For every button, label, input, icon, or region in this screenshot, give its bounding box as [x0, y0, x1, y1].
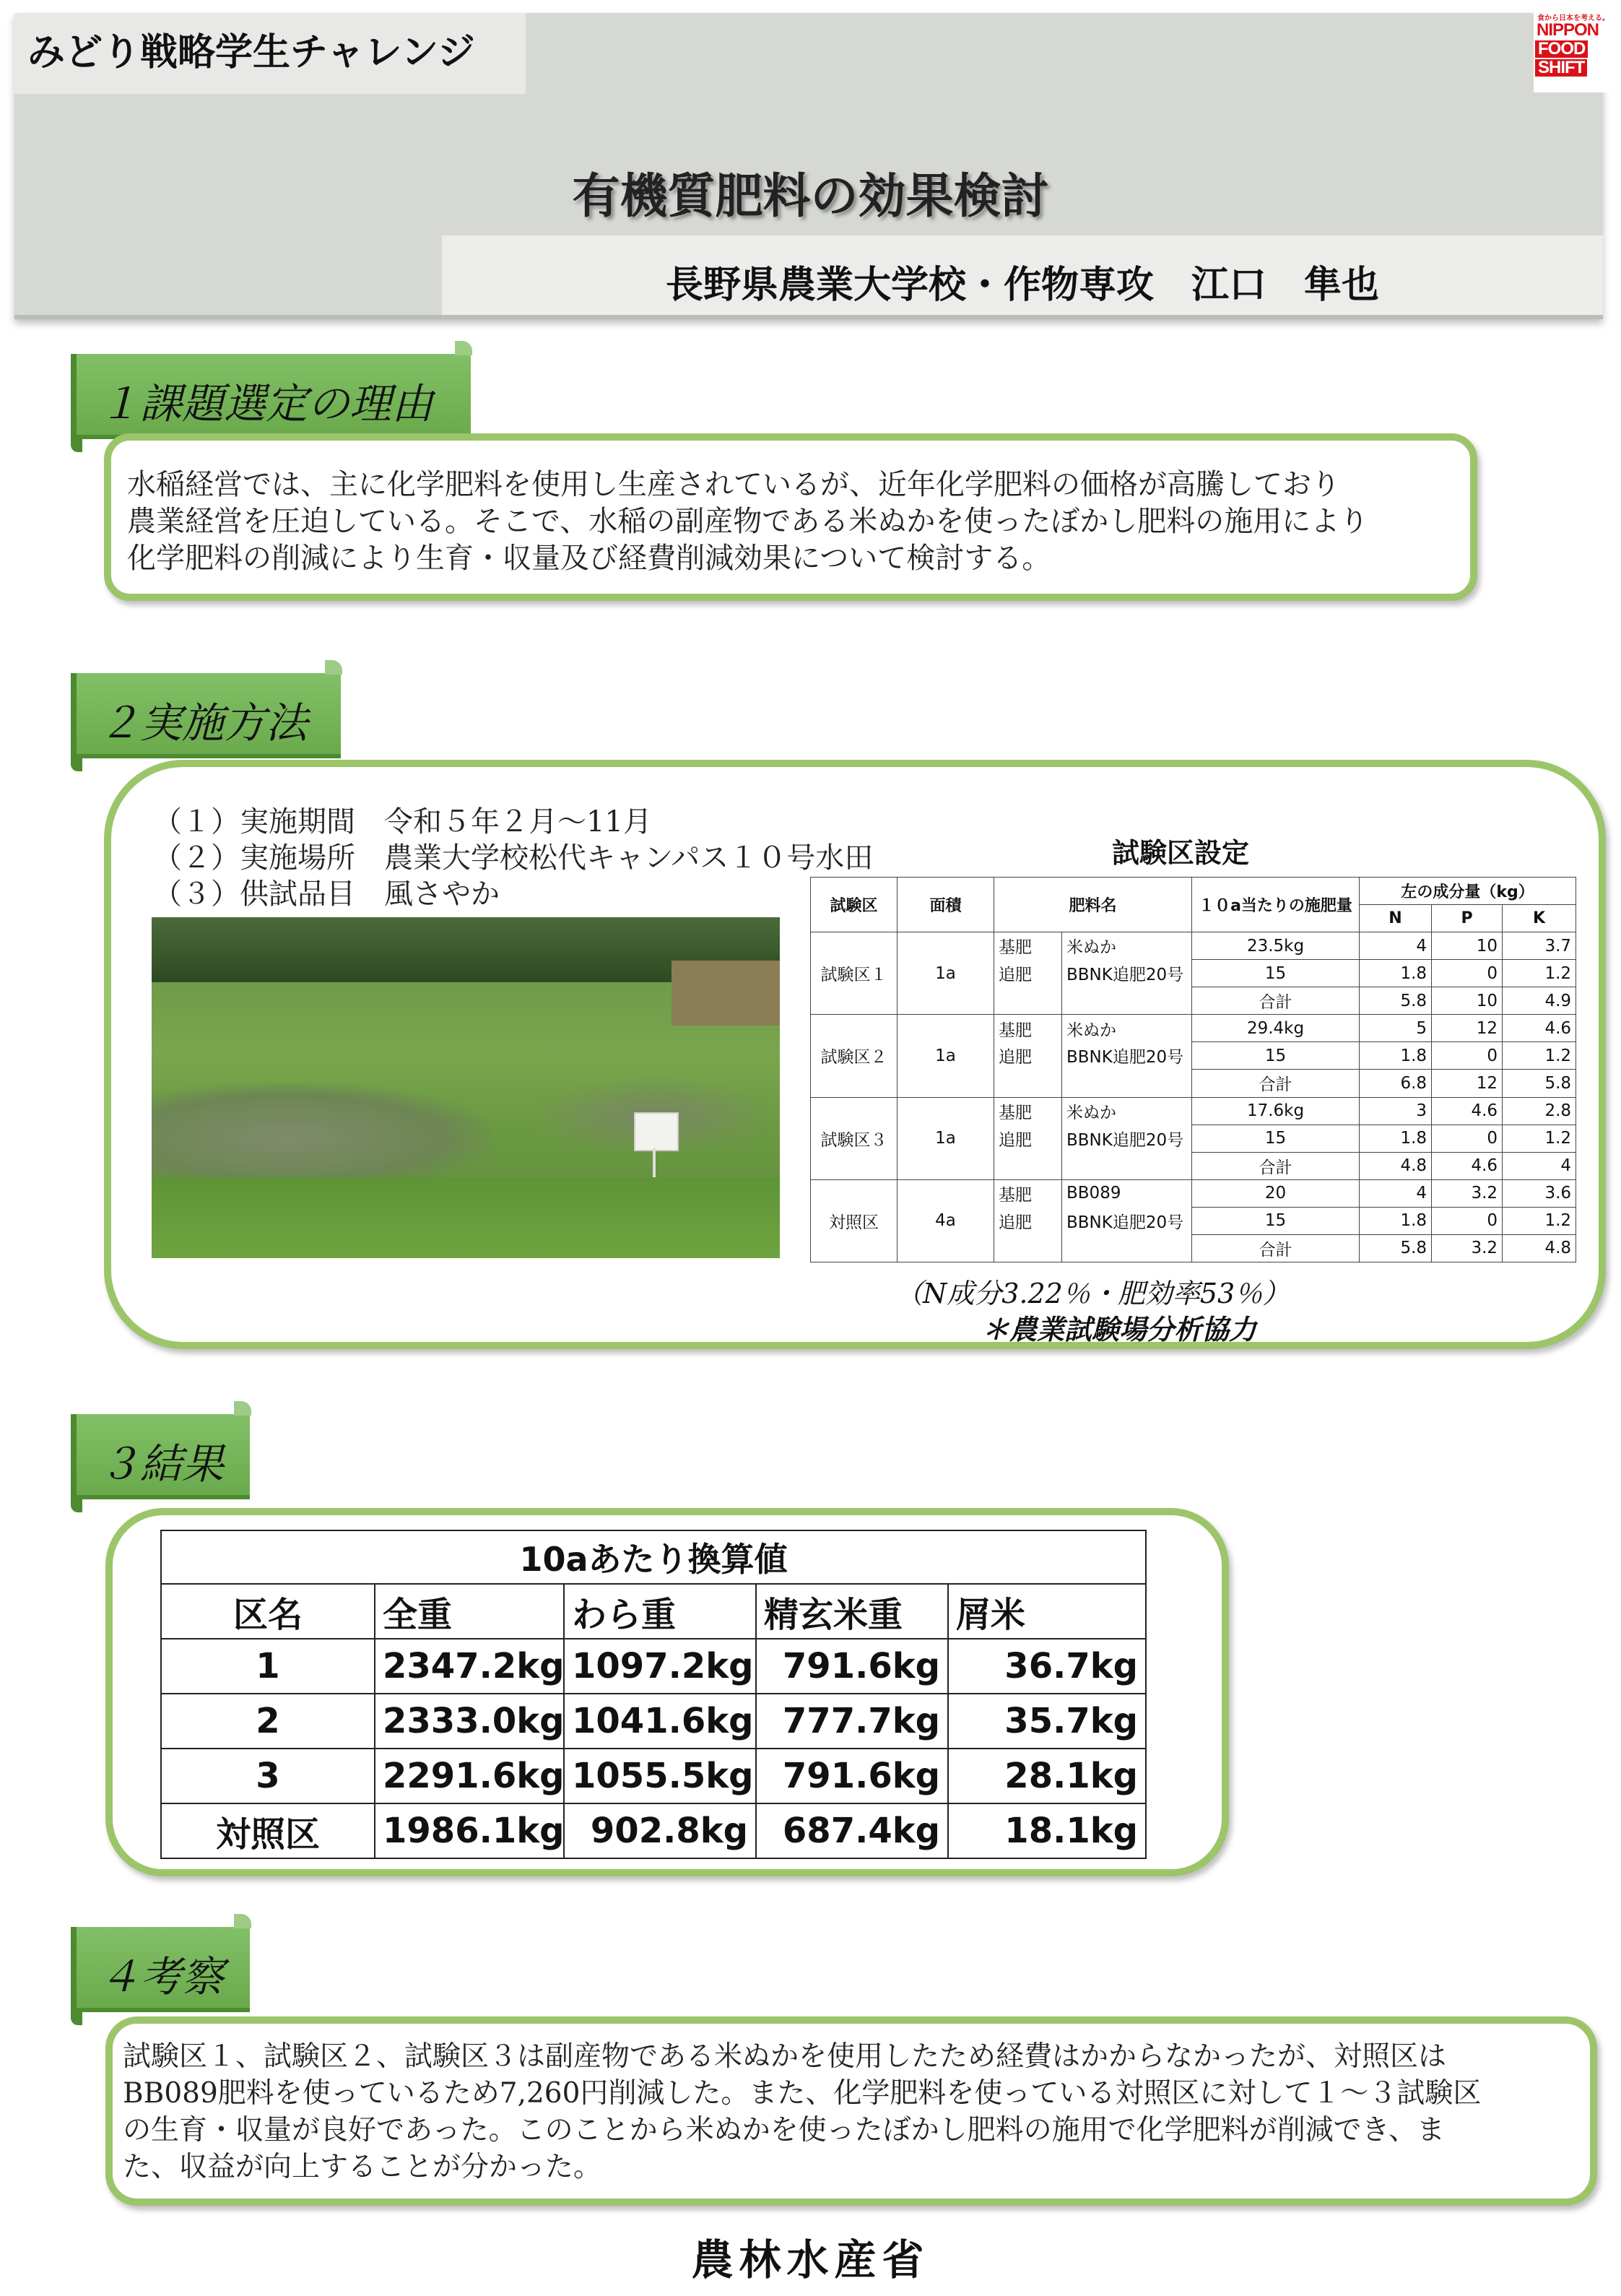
setup-fert-name	[1062, 987, 1192, 1015]
setup-fert-name	[1062, 1152, 1192, 1179]
setup-total-label: 合計	[1192, 1234, 1360, 1262]
setup-k: 5.8	[1503, 1070, 1576, 1097]
setup-amount: 15	[1192, 1207, 1360, 1234]
setup-n: 1.8	[1360, 1207, 1432, 1234]
setup-type	[994, 987, 1062, 1015]
setup-n: 5.8	[1360, 987, 1432, 1015]
photo-water	[152, 1083, 491, 1192]
section-4-line: た、収益が向上することが分かった。	[123, 2151, 602, 2183]
setup-area: 1a	[898, 932, 994, 1015]
photo-sign-post	[653, 1148, 656, 1177]
results-plot: 3	[161, 1749, 375, 1803]
section-4-line: 試験区１、試験区２、試験区３は副産物である米ぬかを使用したため経費はかからなかったが、対照区は	[123, 2040, 1447, 2073]
setup-row	[811, 1179, 1576, 1207]
setup-n: 3	[1360, 1097, 1432, 1125]
setup-k: 4.8	[1503, 1234, 1576, 1262]
setup-n: 4	[1360, 932, 1432, 960]
photo-sign-board	[634, 1112, 679, 1151]
section-1-line: 農業経営を圧迫している。そこで、水稲の副産物である米ぬかを使ったぼかし肥料の施用により	[127, 505, 1369, 538]
setup-note-nitrogen: （N成分3.22％・肥効率53％）	[895, 1278, 1290, 1309]
results-straw: 1097.2kg	[564, 1639, 756, 1694]
results-broken-rice: 18.1kg	[948, 1803, 1146, 1858]
results-brown-rice: 777.7kg	[756, 1694, 948, 1749]
section-1-line: 化学肥料の削減により生育・収量及び経費削減効果について検討する。	[127, 542, 1051, 575]
setup-plot: 試験区１	[811, 932, 898, 1015]
results-total: 2347.2kg	[375, 1639, 564, 1694]
setup-fert-name: BBNK追肥20号	[1062, 1207, 1192, 1234]
setup-type	[994, 1070, 1062, 1097]
setup-type: 基肥	[994, 932, 1062, 960]
setup-amount: 15	[1192, 1042, 1360, 1070]
setup-k: 1.2	[1503, 1042, 1576, 1070]
setup-p: 12	[1432, 1070, 1503, 1097]
setup-p: 4.6	[1432, 1097, 1503, 1125]
results-caption: 10aあたり換算値	[161, 1530, 1146, 1584]
results-brown-rice: 687.4kg	[756, 1803, 948, 1858]
setup-p: 0	[1432, 1042, 1503, 1070]
setup-p: 10	[1432, 932, 1503, 960]
setup-plot: 試験区３	[811, 1097, 898, 1179]
setup-type: 追肥	[994, 1125, 1062, 1152]
setup-k: 4.6	[1503, 1015, 1576, 1042]
results-plot: 1	[161, 1639, 375, 1694]
setup-fert-name: 米ぬか	[1062, 932, 1192, 960]
setup-type	[994, 1234, 1062, 1262]
results-header-plot: 区名	[161, 1584, 375, 1639]
results-total: 1986.1kg	[375, 1803, 564, 1858]
section-4-ribbon	[71, 1927, 250, 2012]
setup-p: 4.6	[1432, 1152, 1503, 1179]
section-1-ribbon	[71, 354, 471, 439]
results-header-broken-rice: 屑米	[948, 1584, 1146, 1639]
setup-k: 1.2	[1503, 960, 1576, 987]
setup-type: 基肥	[994, 1015, 1062, 1042]
setup-n: 6.8	[1360, 1070, 1432, 1097]
setup-k: 4	[1503, 1152, 1576, 1179]
results-total: 2333.0kg	[375, 1694, 564, 1749]
setup-header-n: N	[1360, 905, 1432, 932]
setup-total-label: 合計	[1192, 987, 1360, 1015]
photo-grass	[152, 1177, 780, 1258]
results-row	[161, 1694, 1146, 1749]
setup-fert-name: BBNK追肥20号	[1062, 1125, 1192, 1152]
results-straw: 902.8kg	[564, 1803, 756, 1858]
setup-total-label: 合計	[1192, 1152, 1360, 1179]
setup-fert-name: BB089	[1062, 1179, 1192, 1207]
setup-n: 4.8	[1360, 1152, 1432, 1179]
setup-k: 3.6	[1503, 1179, 1576, 1207]
setup-header-k: K	[1503, 905, 1576, 932]
setup-plot: 対照区	[811, 1179, 898, 1262]
logo-line-2: FOOD	[1535, 40, 1588, 58]
results-row	[161, 1749, 1146, 1803]
setup-area: 4a	[898, 1179, 994, 1262]
brand-label: みどり戦略学生チャレンジ	[27, 31, 475, 74]
setup-n: 1.8	[1360, 1042, 1432, 1070]
setup-n: 5.8	[1360, 1234, 1432, 1262]
method-item-location: （２）実施場所 農業大学校松代キャンパス１０号水田	[153, 841, 874, 875]
setup-row	[811, 1097, 1576, 1125]
section-4-line: の生育・収量が良好であった。このことから米ぬかを使ったぼかし肥料の施用で化学肥料が削減でき、ま	[123, 2114, 1446, 2146]
setup-header-area: 面積	[898, 878, 994, 932]
section-3-heading: ３結果	[98, 1439, 225, 1489]
results-header-row	[161, 1584, 1146, 1639]
section-1-heading: １課題選定の理由	[98, 379, 434, 428]
setup-fert-name: 米ぬか	[1062, 1015, 1192, 1042]
setup-amount: 15	[1192, 1125, 1360, 1152]
setup-area: 1a	[898, 1015, 994, 1097]
results-straw: 1055.5kg	[564, 1749, 756, 1803]
setup-p: 3.2	[1432, 1234, 1503, 1262]
results-total: 2291.6kg	[375, 1749, 564, 1803]
results-broken-rice: 36.7kg	[948, 1639, 1146, 1694]
setup-table	[810, 877, 1576, 1262]
results-plot: 2	[161, 1694, 375, 1749]
setup-k: 1.2	[1503, 1125, 1576, 1152]
setup-header-row	[811, 878, 1576, 905]
setup-p: 12	[1432, 1015, 1503, 1042]
setup-header-amount: １０a当たりの施肥量	[1192, 878, 1360, 932]
section-2-heading: ２実施方法	[98, 698, 308, 748]
logo-line-1: NIPPON	[1537, 20, 1599, 40]
setup-k: 4.9	[1503, 987, 1576, 1015]
setup-n: 4	[1360, 1179, 1432, 1207]
setup-p: 0	[1432, 1125, 1503, 1152]
setup-row	[811, 1015, 1576, 1042]
setup-type: 基肥	[994, 1097, 1062, 1125]
setup-type: 追肥	[994, 1207, 1062, 1234]
results-row	[161, 1639, 1146, 1694]
setup-k: 3.7	[1503, 932, 1576, 960]
setup-type: 追肥	[994, 1042, 1062, 1070]
setup-n: 1.8	[1360, 1125, 1432, 1152]
setup-type: 追肥	[994, 960, 1062, 987]
setup-fert-name	[1062, 1234, 1192, 1262]
section-2-ribbon	[71, 673, 341, 758]
results-header-total: 全重	[375, 1584, 564, 1639]
setup-fert-name: BBNK追肥20号	[1062, 1042, 1192, 1070]
setup-n: 1.8	[1360, 960, 1432, 987]
section-4-line: BB089肥料を使っているため7,260円削減した。また、化学肥料を使っている対照区に対して１～３試験区	[123, 2077, 1482, 2110]
setup-area: 1a	[898, 1097, 994, 1179]
setup-p: 3.2	[1432, 1179, 1503, 1207]
setup-p: 0	[1432, 960, 1503, 987]
setup-total-label: 合計	[1192, 1070, 1360, 1097]
setup-note-credit: ＊農業試験場分析協力	[982, 1313, 1257, 1346]
section-1-text	[127, 467, 1368, 577]
results-straw: 1041.6kg	[564, 1694, 756, 1749]
section-1-line: 水稲経営では、主に化学肥料を使用し生産されているが、近年化学肥料の価格が高騰しており	[127, 468, 1340, 501]
footer-ministry: 農林水産省	[691, 2235, 930, 2284]
results-header-brown-rice: 精玄米重	[756, 1584, 948, 1639]
setup-fert-name: BBNK追肥20号	[1062, 960, 1192, 987]
section-3-ribbon	[71, 1414, 250, 1499]
logo-line-3: SHIFT	[1535, 59, 1587, 77]
method-item-variety: （３）供試品目 風さやか	[153, 878, 500, 911]
setup-amount: 29.4kg	[1192, 1015, 1360, 1042]
author-line: 長野県農業大学校・作物専攻 江口 隼也	[665, 264, 1379, 307]
results-plot: 対照区	[161, 1803, 375, 1858]
setup-amount: 15	[1192, 960, 1360, 987]
logo-tagline: 食から日本を考える。	[1537, 14, 1609, 22]
results-caption-row	[161, 1530, 1146, 1584]
page-title: 有機質肥料の効果検討	[572, 168, 1049, 224]
setup-p: 10	[1432, 987, 1503, 1015]
results-brown-rice: 791.6kg	[756, 1639, 948, 1694]
results-table	[160, 1530, 1147, 1859]
setup-p: 0	[1432, 1207, 1503, 1234]
results-brown-rice: 791.6kg	[756, 1749, 948, 1803]
section-4-heading: ４考察	[98, 1952, 225, 2001]
setup-n: 5	[1360, 1015, 1432, 1042]
results-broken-rice: 28.1kg	[948, 1749, 1146, 1803]
setup-type	[994, 1152, 1062, 1179]
results-header-straw: わら重	[564, 1584, 756, 1639]
section-4-text	[123, 2038, 1481, 2185]
setup-amount: 17.6kg	[1192, 1097, 1360, 1125]
setup-fert-name	[1062, 1070, 1192, 1097]
setup-amount: 20	[1192, 1179, 1360, 1207]
setup-k: 2.8	[1503, 1097, 1576, 1125]
setup-k: 1.2	[1503, 1207, 1576, 1234]
setup-row	[811, 932, 1576, 960]
setup-header-p: P	[1432, 905, 1503, 932]
nippon-food-shift-logo	[1534, 12, 1613, 92]
method-item-period: （１）実施期間 令和５年２月～11月	[153, 805, 652, 839]
setup-type: 基肥	[994, 1179, 1062, 1207]
results-row	[161, 1803, 1146, 1858]
setup-header-comp: 左の成分量（kg）	[1360, 878, 1576, 905]
setup-fert-name: 米ぬか	[1062, 1097, 1192, 1125]
setup-amount: 23.5kg	[1192, 932, 1360, 960]
setup-header-plot: 試験区	[811, 878, 898, 932]
setup-table-title: 試験区設定	[1112, 837, 1250, 869]
photo-bank	[672, 961, 780, 1026]
setup-header-fert: 肥料名	[994, 878, 1192, 932]
results-broken-rice: 35.7kg	[948, 1694, 1146, 1749]
rice-paddy-photo	[152, 917, 780, 1258]
setup-plot: 試験区２	[811, 1015, 898, 1097]
